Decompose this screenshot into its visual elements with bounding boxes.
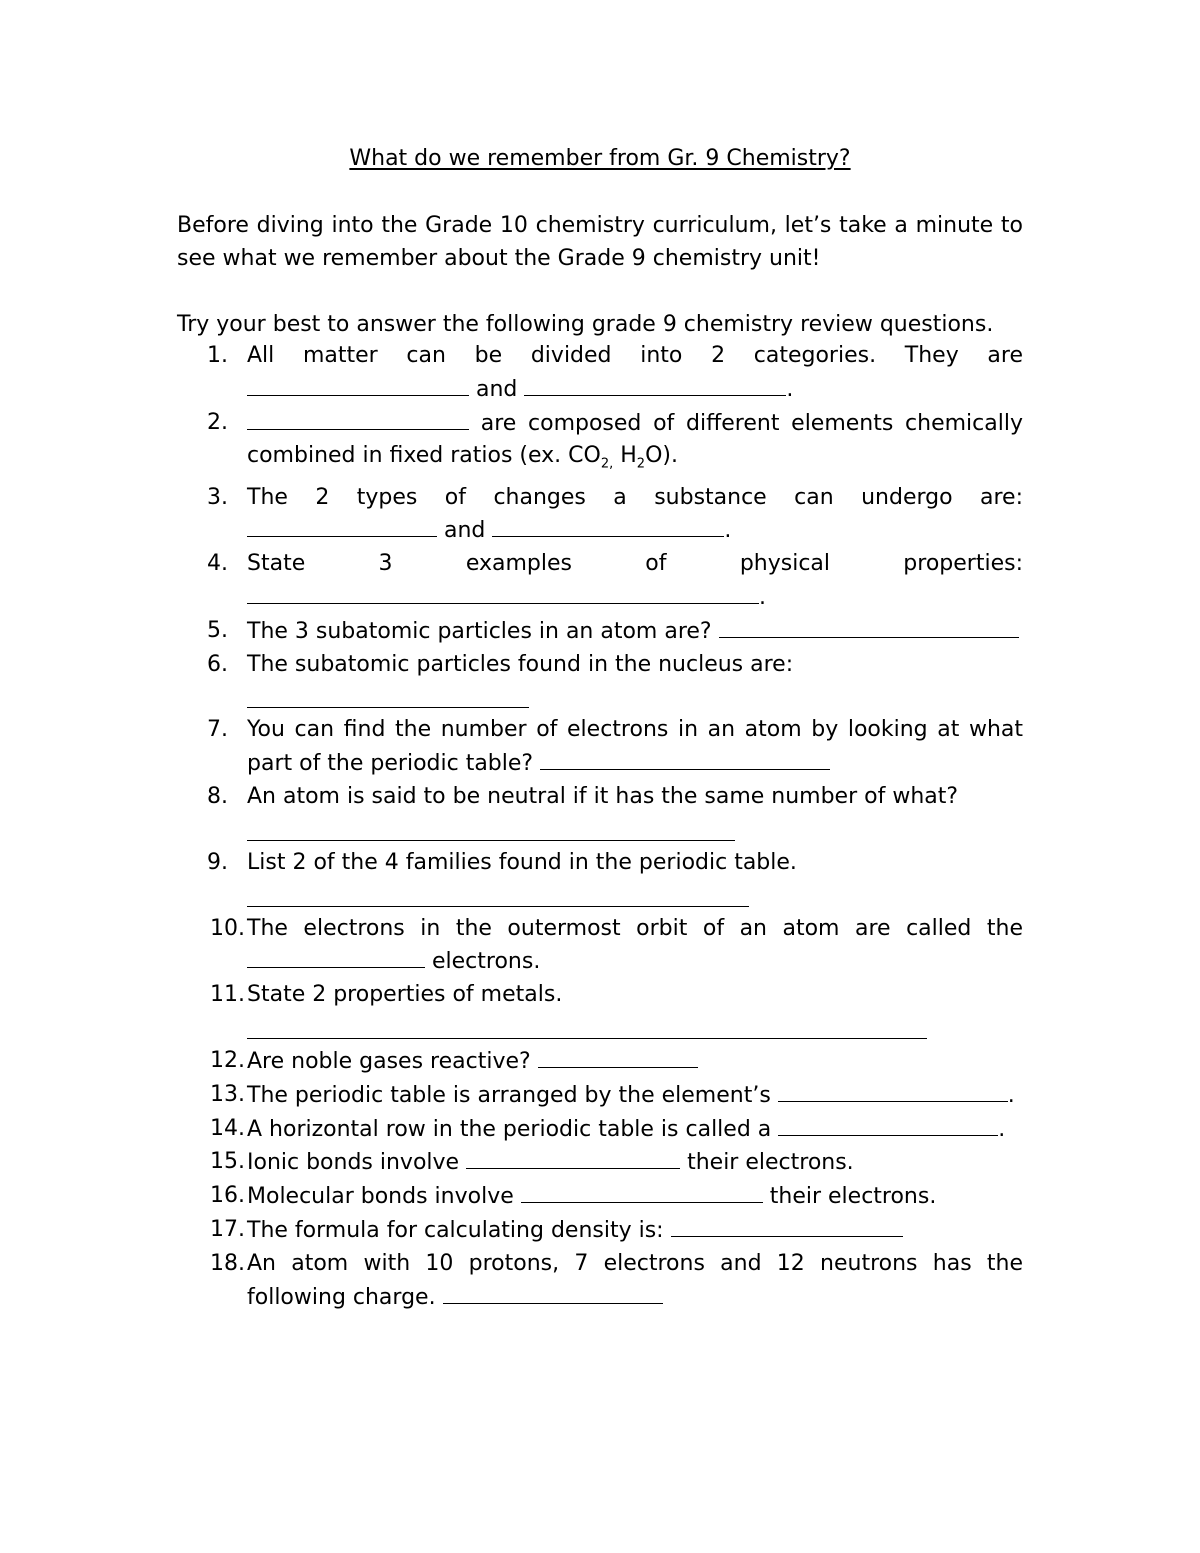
intro-paragraph: Before diving into the Grade 10 chemistry curriculum, let’s take a minute to see what we remember about the Grade 9 chemistry unit! (177, 213, 1023, 271)
question-end: . (786, 376, 794, 402)
answer-blank[interactable] (492, 514, 724, 537)
question-text: Molecular bonds involve (247, 1184, 514, 1210)
question-number: 10. (210, 915, 245, 941)
question-text: You can find the number of electrons in an atom by looking at what part of the periodic table? (247, 717, 1023, 777)
question-number: 13. (210, 1081, 245, 1107)
question-text: The formula for calculating density is: (247, 1217, 664, 1243)
question-text: The subatomic particles found in the nucleus are: (247, 651, 794, 677)
page-title: What do we remember from Gr. 9 Chemistry? (349, 146, 851, 171)
answer-blank[interactable] (247, 814, 735, 841)
answer-blank[interactable] (247, 373, 469, 396)
question-text: The periodic table is arranged by the element’s (247, 1082, 771, 1108)
question-end: . (998, 1116, 1006, 1142)
answer-blank[interactable] (466, 1146, 680, 1169)
question-text: O). (645, 443, 678, 469)
answer-blank[interactable] (443, 1281, 663, 1304)
question-12 (177, 1045, 1023, 1079)
question-number: 3. (207, 484, 228, 510)
question-9 (177, 847, 1023, 907)
question-text: electrons. (432, 949, 541, 975)
question-number: 16. (210, 1183, 245, 1209)
question-text: List 2 of the 4 families found in the periodic table. (247, 849, 797, 875)
answer-blank[interactable] (524, 373, 786, 396)
question-text: An atom with 10 protons, 7 electrons and 12 neutrons has the following charge. (247, 1250, 1023, 1310)
subscript: 2, (600, 456, 614, 472)
question-text: All matter can be divided into 2 categories. They are (247, 343, 1023, 368)
answer-blank[interactable] (247, 945, 425, 968)
answer-blank[interactable] (521, 1180, 763, 1203)
question-text: are composed of different elements chemically combined in fixed ratios (ex. CO (247, 410, 1023, 469)
question-2 (177, 407, 1023, 482)
question-3 (177, 482, 1023, 549)
question-5 (177, 615, 1023, 649)
question-number: 15. (210, 1149, 245, 1175)
question-number: 5. (207, 617, 228, 643)
question-4 (177, 548, 1023, 615)
question-end: . (759, 584, 766, 610)
answer-blank[interactable] (247, 514, 437, 537)
answer-blank[interactable] (778, 1079, 1008, 1102)
instructions-text: Try your best to answer the following grade 9 chemistry review questions. (177, 312, 994, 337)
question-15 (177, 1146, 1023, 1180)
question-18 (177, 1248, 1023, 1315)
question-1 (177, 340, 1023, 407)
question-text: State 3 examples of physical properties: (247, 551, 1023, 577)
question-number: 9. (207, 849, 228, 875)
question-connector: and (444, 518, 486, 544)
question-text: The electrons in the outermost orbit of an atom are called the (247, 915, 1023, 941)
question-text: their electrons. (769, 1184, 937, 1210)
question-number: 12. (210, 1047, 245, 1073)
question-number: 6. (207, 651, 228, 677)
subscript: 2 (636, 456, 646, 472)
question-number: 2. (207, 409, 228, 435)
answer-blank[interactable] (247, 581, 759, 604)
answer-blank[interactable] (538, 1045, 698, 1068)
question-text: Are noble gases reactive? (247, 1048, 531, 1074)
question-number: 17. (210, 1216, 245, 1242)
question-16 (177, 1180, 1023, 1214)
question-text: Ionic bonds involve (247, 1150, 460, 1176)
question-number: 18. (210, 1250, 245, 1276)
answer-blank[interactable] (778, 1113, 998, 1136)
question-14 (177, 1113, 1023, 1147)
question-number: 4. (207, 551, 228, 577)
answer-blank[interactable] (671, 1214, 903, 1237)
question-text: The 2 types of changes a substance can undergo are: (247, 484, 1023, 510)
question-17 (177, 1214, 1023, 1248)
question-end: . (724, 518, 732, 544)
question-end: . (1007, 1082, 1015, 1108)
question-number: 8. (207, 783, 228, 809)
question-text: An atom is said to be neutral if it has the same number of what? (247, 783, 959, 809)
question-text: H (613, 443, 637, 469)
answer-blank[interactable] (247, 880, 749, 907)
question-text: A horizontal row in the periodic table is called a (247, 1116, 772, 1142)
question-number: 14. (210, 1115, 245, 1141)
question-number: 11. (210, 982, 245, 1008)
answer-blank[interactable] (540, 747, 830, 770)
question-13 (177, 1079, 1023, 1113)
question-11 (177, 979, 1023, 1039)
question-text: their electrons. (687, 1150, 854, 1176)
question-text: State 2 properties of metals. (247, 982, 563, 1008)
question-7 (177, 714, 1023, 781)
question-6 (177, 649, 1023, 709)
question-8 (177, 781, 1023, 841)
question-number: 7. (207, 717, 228, 743)
question-connector: and (476, 376, 518, 402)
answer-blank[interactable] (719, 615, 1019, 638)
question-10 (177, 913, 1023, 980)
question-list (177, 340, 1023, 1314)
question-text: The 3 subatomic particles in an atom are? (247, 618, 712, 644)
answer-blank[interactable] (247, 681, 529, 708)
answer-blank[interactable] (247, 1012, 927, 1039)
question-number: 1. (207, 343, 228, 368)
answer-blank[interactable] (247, 407, 469, 430)
